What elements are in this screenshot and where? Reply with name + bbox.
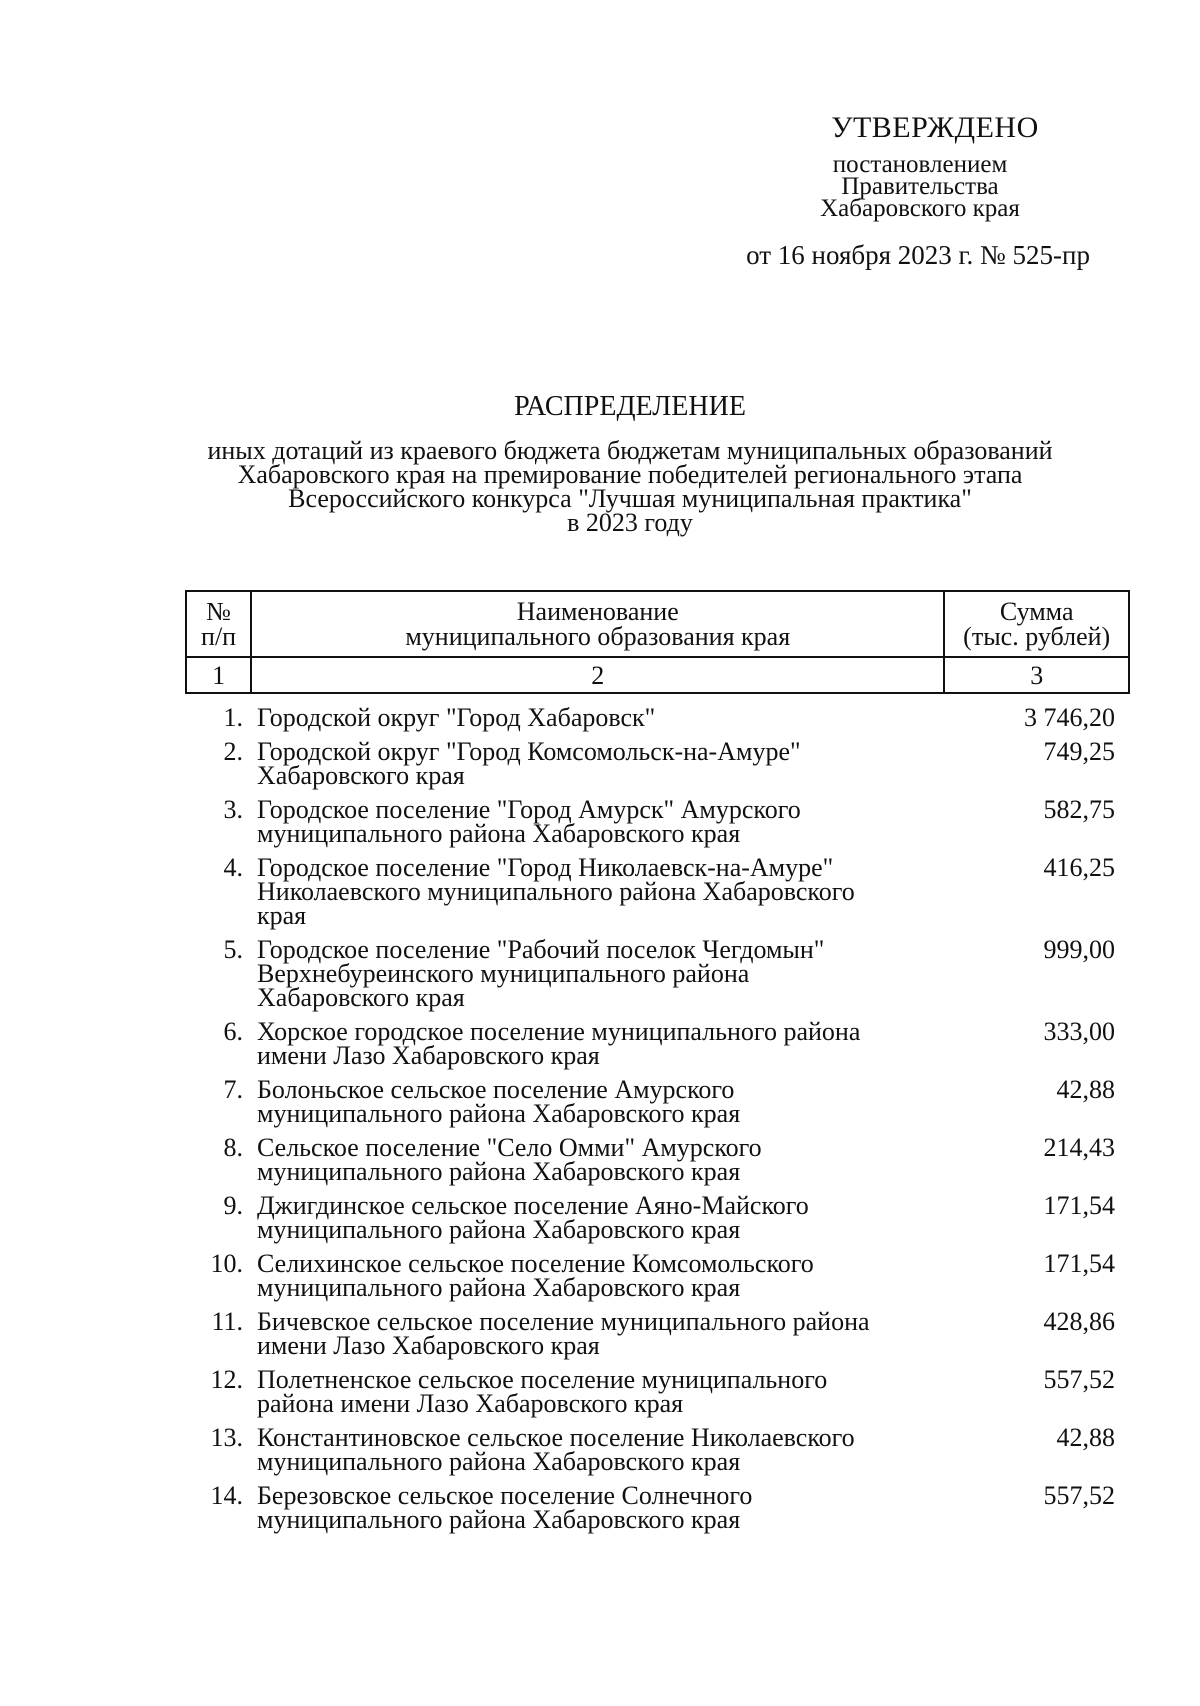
- approval-line-2: Правительства: [841, 173, 999, 200]
- row-amount: 999,00: [1043, 935, 1115, 964]
- row-amount: 333,00: [1043, 1017, 1115, 1046]
- row-name-line: муниципального района Хабаровского края: [257, 1273, 741, 1302]
- row-municipality-name: [257, 1191, 937, 1244]
- row-municipality-name: [257, 703, 937, 732]
- row-amount: 214,43: [1043, 1133, 1115, 1162]
- row-name-line: муниципального района Хабаровского края: [257, 1447, 741, 1476]
- column-number-3: 3: [944, 657, 1129, 693]
- header-name: Наименование муниципального образования края: [251, 591, 944, 657]
- row-municipality-name: [257, 935, 937, 1012]
- row-municipality-name: [257, 1017, 937, 1070]
- table-row: [185, 1249, 1130, 1302]
- row-amount: 557,52: [1043, 1365, 1115, 1394]
- row-name-line: Городской округ "Город Комсомольск-на-Амуре": [257, 737, 801, 766]
- row-name-line: Городское поселение "Город Николаевск-на-Амуре": [257, 853, 834, 882]
- table-row: [185, 1191, 1130, 1244]
- table-row: [185, 1017, 1130, 1070]
- header-number: № п/п: [186, 591, 251, 657]
- approval-line-3: Хабаровского края: [820, 195, 1020, 222]
- subtitle-line-2: Хабаровского края на премирование победителей регионального этапа: [237, 460, 1023, 489]
- row-name-line: Березовское сельское поселение Солнечного: [257, 1481, 753, 1510]
- approval-stamp: [720, 108, 1120, 271]
- approval-date: от 16 ноября 2023 г. № 525-пр: [746, 240, 1090, 270]
- row-name-line: Константиновское сельское поселение Николаевского: [257, 1423, 855, 1452]
- row-name-line: Верхнебуреинского муниципального района: [257, 959, 750, 988]
- table-row: [185, 1365, 1130, 1418]
- row-amount: 557,52: [1043, 1481, 1115, 1510]
- row-name-line: имени Лазо Хабаровского края: [257, 1331, 600, 1360]
- row-number: 9.: [223, 1191, 243, 1220]
- row-number: 6.: [223, 1017, 243, 1046]
- distribution-table-header: [185, 590, 1130, 694]
- row-name-line: Николаевского муниципального района Хабаровского: [257, 877, 855, 906]
- row-number: 2.: [223, 737, 243, 766]
- row-name-line: муниципального района Хабаровского края: [257, 1505, 741, 1534]
- row-municipality-name: [257, 1075, 937, 1128]
- table-row: [185, 853, 1130, 930]
- row-name-line: Городское поселение "Рабочий поселок Чегдомын": [257, 935, 825, 964]
- row-number: 12.: [210, 1365, 243, 1394]
- table-row: [185, 1075, 1130, 1128]
- row-municipality-name: [257, 1481, 937, 1534]
- row-name-line: Городское поселение "Город Амурск" Амурского: [257, 795, 801, 824]
- row-amount: 42,88: [1056, 1423, 1115, 1452]
- row-municipality-name: [257, 1365, 937, 1418]
- row-name-line: Хабаровского края: [257, 983, 465, 1012]
- row-number: 1.: [223, 703, 243, 732]
- row-amount: 3 746,20: [1024, 703, 1115, 732]
- row-amount: 416,25: [1043, 853, 1115, 882]
- row-name-line: Бичевское сельское поселение муниципального района: [257, 1307, 870, 1336]
- table-row: [185, 795, 1130, 848]
- row-amount: 749,25: [1043, 737, 1115, 766]
- row-name-line: имени Лазо Хабаровского края: [257, 1041, 600, 1070]
- row-municipality-name: [257, 737, 937, 790]
- table-row: [185, 1423, 1130, 1476]
- row-name-line: муниципального района Хабаровского края: [257, 1099, 741, 1128]
- column-number-1: 1: [186, 657, 251, 693]
- row-number: 10.: [210, 1249, 243, 1278]
- row-number: 7.: [223, 1075, 243, 1104]
- distribution-rows: [185, 703, 1130, 1542]
- row-municipality-name: [257, 795, 937, 848]
- row-municipality-name: [257, 1423, 937, 1476]
- row-name-line: края: [257, 901, 307, 930]
- document-subtitle: [60, 436, 1200, 537]
- row-amount: 582,75: [1043, 795, 1115, 824]
- column-number-2: 2: [251, 657, 944, 693]
- table-row: [185, 1133, 1130, 1186]
- subtitle-line-3: Всероссийского конкурса "Лучшая муниципальная практика": [288, 484, 972, 513]
- row-name-line: Городской округ "Город Хабаровск": [257, 703, 656, 732]
- subtitle-line-1: иных дотаций из краевого бюджета бюджетам муниципальных образований: [207, 436, 1053, 465]
- table-row: [185, 737, 1130, 790]
- table-row: [185, 1481, 1130, 1534]
- row-municipality-name: [257, 1307, 937, 1360]
- row-name-line: Джигдинское сельское поселение Аяно-Майского: [257, 1191, 809, 1220]
- table-row: [185, 703, 1130, 732]
- header-amount: Сумма (тыс. рублей): [944, 591, 1129, 657]
- table-row: [185, 1307, 1130, 1360]
- document-heading: [0, 387, 1200, 535]
- row-municipality-name: [257, 1249, 937, 1302]
- subtitle-line-4: в 2023 году: [567, 508, 693, 537]
- row-name-line: района имени Лазо Хабаровского края: [257, 1389, 684, 1418]
- row-amount: 171,54: [1043, 1191, 1115, 1220]
- document-title: РАСПРЕДЕЛЕНИЕ: [514, 391, 746, 422]
- row-amount: 428,86: [1043, 1307, 1115, 1336]
- row-name-line: Селихинское сельское поселение Комсомольского: [257, 1249, 814, 1278]
- row-number: 13.: [210, 1423, 243, 1452]
- row-name-line: Хорское городское поселение муниципального района: [257, 1017, 861, 1046]
- row-number: 3.: [223, 795, 243, 824]
- row-amount: 171,54: [1043, 1249, 1115, 1278]
- approval-title: УТВЕРЖДЕНО: [831, 111, 1039, 144]
- row-amount: 42,88: [1056, 1075, 1115, 1104]
- row-name-line: Сельское поселение "Село Омми" Амурского: [257, 1133, 762, 1162]
- row-name-line: Хабаровского края: [257, 761, 465, 790]
- row-name-line: Болоньское сельское поселение Амурского: [257, 1075, 735, 1104]
- row-number: 8.: [223, 1133, 243, 1162]
- row-name-line: муниципального района Хабаровского края: [257, 1157, 741, 1186]
- row-number: 5.: [223, 935, 243, 964]
- table-row: [185, 935, 1130, 1012]
- row-municipality-name: [257, 1133, 937, 1186]
- row-number: 4.: [223, 853, 243, 882]
- row-name-line: муниципального района Хабаровского края: [257, 819, 741, 848]
- row-number: 11.: [211, 1307, 243, 1336]
- row-number: 14.: [210, 1481, 243, 1510]
- row-name-line: Полетненское сельское поселение муниципального: [257, 1365, 828, 1394]
- row-municipality-name: [257, 853, 937, 930]
- approval-line-1: постановлением: [832, 151, 1008, 178]
- row-name-line: муниципального района Хабаровского края: [257, 1215, 741, 1244]
